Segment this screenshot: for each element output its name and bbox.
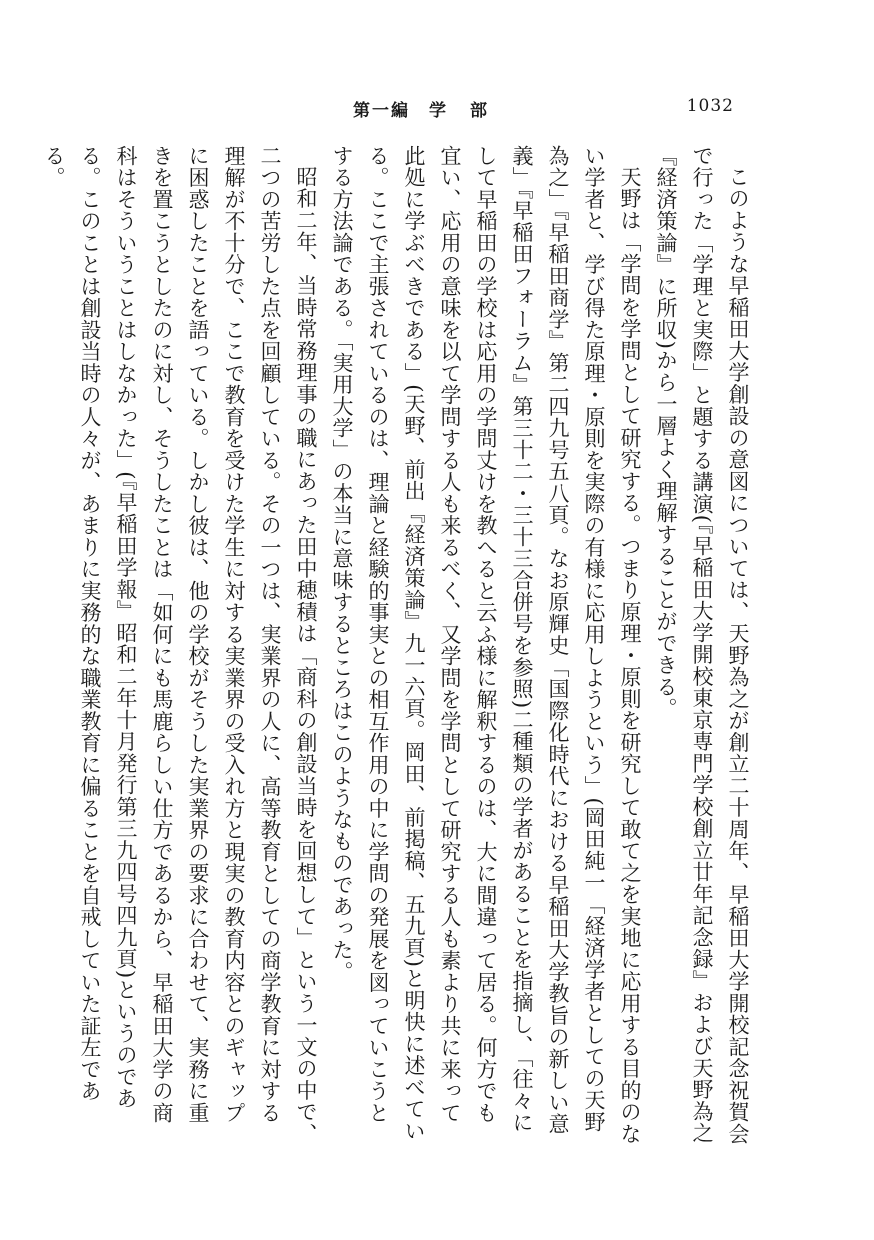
running-header-left: 第一編 学: [353, 101, 448, 121]
page-number: 1032: [686, 96, 734, 116]
paragraph-3: 昭和二年、当時常務理事の職にあった田中穂積は「商科の創設当時を回想して」という一文の中で、二つの苦労した点を回顧している。その一つは、実業界の人に、高等教育としての商学教育に対する理解が不十分で、ここで教育を受けた学生に対する実業界の受入れ方と現実の教育内容とのギャップに困惑したことを語っている。しかし彼は、他の学校がそうした実業界の要求に合わせて、実務に重きを置こうとしたのに対し、そうしたことは「如何にも馬鹿らしい仕方であるから、早稲田大学の商科はそういうことはしなかった」(『早稲田学報』昭和二年十月発行第三九四号四九頁)というのである。このことは創設当時の人々が、あまりに実務的な職業教育に偏ることを自戒していた証左である。: [42, 145, 318, 1145]
paragraph-2: 天野は「学問を学問として研究する。つまり原理・原則を研究して敢て之を実地に応用する目的のない学者と、学び得た原理・原則を実際の有様に応用しようという」(岡田純一「経済学者としての天野為之」『早稲田商学』第二四九号五八頁。なお原輝史「国際化時代における早稲田大学教旨の新しい意義」『早稲田フォーラム』第三十二・三十三合併号を参照)二種類の学者があることを指摘し、「往々にして早稲田の学校は応用の学問丈けを教へると云ふ様に解釈するのは、大に間違って居る。何方でも宜い、応用の意味を以て学問する人も来るべく、又学問を学問として研究する人も素より共に来って此処に学ぶべきである」(天野、前出『経済策論』九一六頁。岡田、前掲稿、五九頁)と明快に述べている。ここで主張されているのは、理論と経験的事実との相互作用の中に学問の発展を図っていこうとする方法論である。「実用大学」の本当に意味するところはこのようなものであった。: [330, 145, 642, 1145]
body-text: [36, 145, 756, 1145]
paragraph-1: このような早稲田大学創設の意図については、天野為之が創立二十周年、早稲田大学開校記念祝賀会で行った「学理と実際」と題する講演(『早稲田大学開校東京専門学校創立廿年記念録』および天野為之『経済策論』に所収)から一層よく理解することができる。: [654, 145, 750, 1145]
running-header-right: 部: [470, 101, 489, 121]
